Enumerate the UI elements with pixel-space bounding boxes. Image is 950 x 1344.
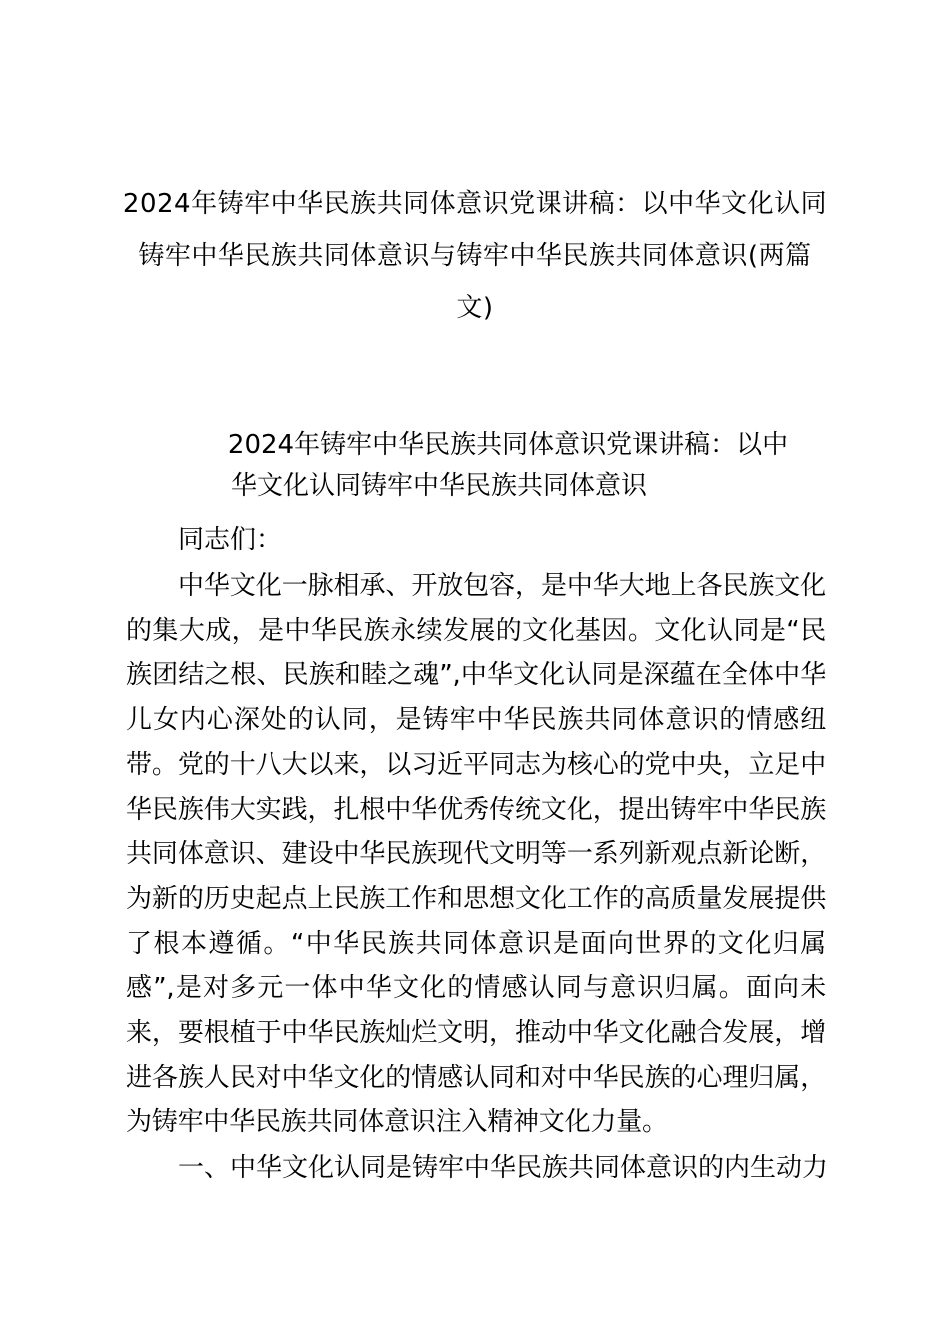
sub-title-line-2: 华文化认同铸牢中华民族共同体意识 (231, 471, 648, 501)
body-paragraph: 中华文化一脉相承、开放包容，是中华大地上各民族文化的集大成，是中华民族永续发展的文化基因。文化认同是“民族团结之根、民族和睦之魂”,中华文化认同是深蕴在全体中华儿女内心深处的认同，是铸牢中华民族共同体意识的情感纽带。党的十八大以来，以习近平同志为核心的党中央，立足中华民族伟大实践，扎根中华优秀传统文化，提出铸牢中华民族共同体意识、建设中华民族现代文明等一系列新观点新论断，为新的历史起点上民族工作和思想文化工作的高质量发展提供了根本遵循。“中华民族共同体意识是面向世界的文化归属感”,是对多元一体中华文化的情感认同与意识归属。面向未来，要根植于中华民族灿烂文明，推动中华文化融合发展，增进各族人民对中华文化的情感认同和对中华民族的心理归属，为铸牢中华民族共同体意识注入精神文化力量。 (126, 571, 826, 1138)
salutation: 同志们： (178, 525, 283, 555)
sub-title-line-1: 2024年铸牢中华民族共同体意识党课讲稿：以中 (227, 430, 789, 460)
main-title: 2024年铸牢中华民族共同体意识党课讲稿：以中华文化认同铸牢中华民族共同体意识与铸牢中华民族共同体意识(两篇文) (122, 189, 828, 323)
section-heading: 一、中华文化认同是铸牢中华民族共同体意识的内生动力 (178, 1153, 829, 1183)
sub-title (128, 425, 828, 507)
